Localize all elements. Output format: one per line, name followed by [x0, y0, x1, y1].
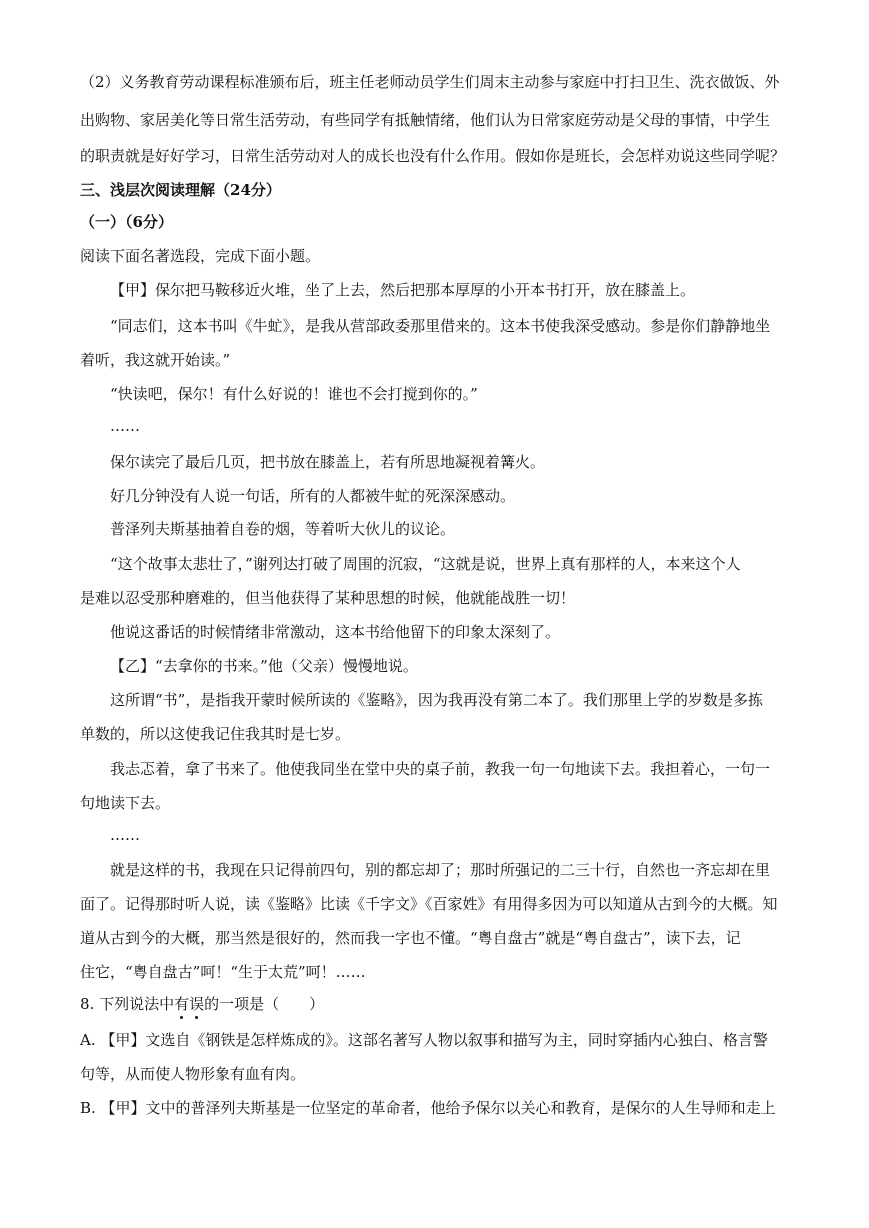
- passage-a-para-7-line-1: “这个故事太悲壮了，”谢列达打破了周围的沉寂，“这就是说，世界上真有那样的人，本来这个人: [110, 555, 741, 573]
- passage-a-para-8: 他说这番话的时候情绪非常激动，这本书给他留下的印象太深刻了。: [110, 623, 561, 641]
- reading-instruction: 阅读下面名著选段，完成下面小题。: [80, 247, 321, 265]
- ellipsis-2: ……: [110, 826, 140, 844]
- passage-b-para-4-line-2: 面了。记得那时听人说，读《鉴略》比读《千字文》《百家姓》有用得多因为可以知道从古到今的大概。知: [80, 895, 778, 913]
- emphasis-dot-char-2: 误: [189, 995, 205, 1013]
- passage-b-para-2-line-1: 这所谓“书”，是指我开蒙时候所读的《鉴略》，因为我再没有第二本了。我们那里上学的岁数是多拣: [110, 691, 763, 709]
- ellipsis-1: ……: [110, 417, 140, 435]
- passage-b-para-3-line-1: 我忐忑着，拿了书来了。他使我同坐在堂中央的桌子前，教我一句一句地读下去。我担着心，一句一: [110, 760, 771, 778]
- passage-b-para-4-line-3: 道从古到今的大概，那当然是很好的，然而我一字也不懂。“粤自盘古”就是“粤自盘古”，读下去，记: [80, 929, 741, 947]
- option-b-line-1: B. 【甲】文中的普泽列夫斯基是一位坚定的革命者，他给予保尔以关心和教育，是保尔的人生导师和走上: [80, 1099, 776, 1117]
- passage-b-para-3-line-2: 句地读下去。: [80, 794, 171, 812]
- q2-text-line-2: 出购物、家居美化等日常生活劳动，有些同学有抵触情绪，他们认为日常家庭劳动是父母的事情，中学生: [80, 111, 771, 129]
- passage-b-para-2-line-2: 单数的，所以这使我记住我其时是七岁。: [80, 725, 351, 743]
- option-a-line-2: 句等，从而使人物形象有血有肉。: [80, 1065, 306, 1083]
- passage-b-para-1: 【乙】“去拿你的书来。”他（父亲）慢慢地说。: [110, 657, 418, 675]
- subsection-heading: （一）（6分）: [80, 213, 173, 231]
- question-8-stem: [80, 994, 324, 1014]
- passage-a-para-2-line-1: “同志们，这本书叫《牛虻》，是我从营部政委那里借来的。这本书使我深受感动。参是你们静静地坐: [110, 317, 771, 335]
- passage-a-para-7-line-2: 是难以忍受那种磨难的，但当他获得了某种思想的时候，他就能战胜一切！: [80, 589, 576, 607]
- passage-a-para-1: 【甲】保尔把马鞍移近火堆，坐了上去，然后把那本厚厚的小开本书打开，放在膝盖上。: [110, 281, 696, 299]
- question-8-prefix: 8. 下列说法中: [80, 995, 175, 1013]
- q2-text-line-1: （2）义务教育劳动课程标准颁布后，班主任老师动员学生们周末主动参与家庭中打扫卫生、洗衣做饭、外: [80, 73, 780, 91]
- passage-b-para-4-line-4: 住它，“粤自盘古”呵！“生于太荒”呵！……: [80, 963, 366, 981]
- option-a-line-1: A. 【甲】文选自《钢铁是怎样炼成的》。这部名著写人物以叙事和描写为主，同时穿插内心独白、格言警: [80, 1031, 768, 1049]
- passage-a-para-3: “快读吧，保尔！有什么好说的！谁也不会打搅到你的。”: [110, 385, 478, 403]
- emphasis-dot-char-1: 有: [174, 995, 190, 1013]
- passage-a-para-6: 普泽列夫斯基抽着自卷的烟，等着听大伙儿的议论。: [110, 520, 456, 538]
- section-heading: 三、浅层次阅读理解（24分）: [80, 181, 281, 199]
- q2-text-line-3: 的职责就是好好学习，日常生活劳动对人的成长也没有什么作用。假如你是班长，会怎样劝说这些同学呢？: [80, 147, 786, 165]
- question-8-suffix: 的一项是（ ）: [204, 995, 325, 1013]
- passage-a-para-2-line-2: 着听，我这就开始读。”: [80, 351, 231, 369]
- passage-a-para-4: 保尔读完了最后几页，把书放在膝盖上，若有所思地凝视着篝火。: [110, 453, 546, 471]
- passage-b-para-4-line-1: 就是这样的书，我现在只记得前四句，别的都忘却了；那时所强记的二三十行，自然也一齐忘却在里: [110, 861, 771, 879]
- passage-a-para-5: 好几分钟没有人说一句话，所有的人都被牛虻的死深深感动。: [110, 487, 516, 505]
